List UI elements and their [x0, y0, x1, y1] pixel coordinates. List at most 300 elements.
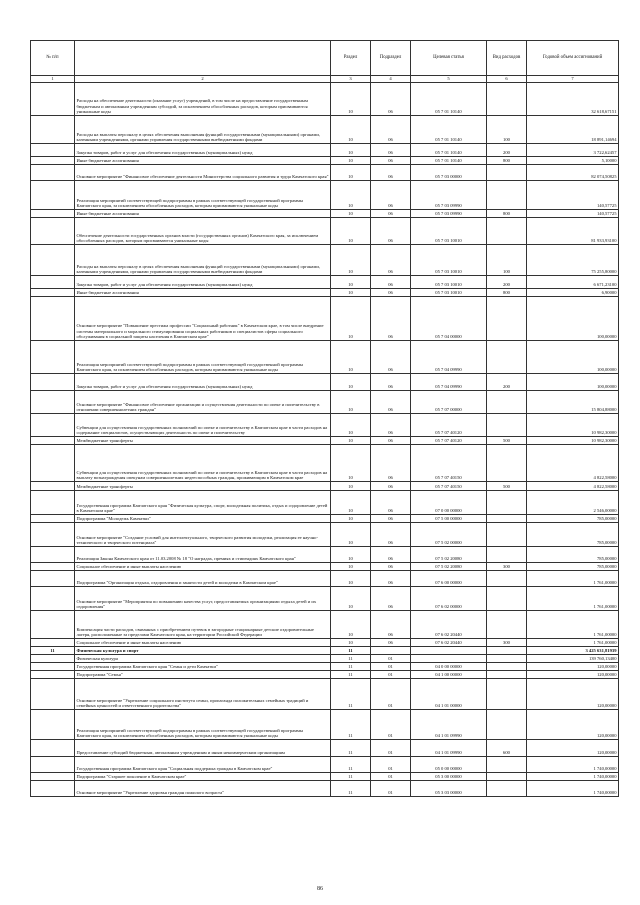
- row-number: [31, 276, 75, 289]
- row-number: [31, 679, 75, 710]
- row-expense-type: 100: [487, 245, 527, 276]
- row-amount: 6 671,23100: [527, 276, 619, 289]
- row-target-article: 05 7 07 40120: [411, 414, 487, 437]
- row-expense-type: 500: [487, 437, 527, 445]
- row-expense-type: [487, 710, 527, 740]
- row-podrazdel: 06: [371, 289, 411, 297]
- row-expense-type: 500: [487, 482, 527, 491]
- row-number: [31, 547, 75, 563]
- row-podrazdel: 06: [371, 83, 411, 116]
- row-razdel: 10: [331, 245, 371, 276]
- column-number: 1: [31, 76, 75, 83]
- row-amount: 140,57725: [527, 210, 619, 218]
- row-number: 11: [31, 647, 75, 655]
- row-number: [31, 611, 75, 639]
- row-name: Подпрограмма "Организация отдыха, оздоровления и занятости детей и молодежи в Камчатском крае": [75, 571, 331, 587]
- row-razdel: 10: [331, 165, 371, 181]
- row-amount: 120,00000: [527, 710, 619, 740]
- row-podrazdel: 06: [371, 587, 411, 611]
- row-name: Межбюджетные трансферты: [75, 482, 331, 491]
- row-amount: 100,00000: [527, 374, 619, 391]
- row-target-article: 05 7 04 09990: [411, 341, 487, 374]
- row-amount: 785,00000: [527, 515, 619, 523]
- row-number: [31, 157, 75, 165]
- row-number: [31, 740, 75, 757]
- budget-table: [30, 40, 619, 797]
- row-expense-type: [487, 523, 527, 547]
- row-name: Основное мероприятие "Укрепление социального института семьи, пропаганда положительных семейных традиций и семейных ценностей и ответственного родительства": [75, 679, 331, 710]
- row-amount: 1 740,00000: [527, 757, 619, 773]
- row-name: Основное мероприятие "Мероприятия по повышению качества услуг, предоставляемых организациями отдыха детей и их оздоровления": [75, 587, 331, 611]
- row-number: [31, 482, 75, 491]
- table-header-row: [31, 41, 619, 76]
- row-amount: 120,00000: [527, 671, 619, 679]
- row-amount: 100,00000: [527, 297, 619, 341]
- row-name: Предоставление субсидий бюджетным, автономным учреждениям и иным некоммерческим организациям: [75, 740, 331, 757]
- table-row: [31, 547, 619, 563]
- row-amount: 100,00000: [527, 341, 619, 374]
- row-name: Государственная программа Камчатского края "Физическая культура, спорт, молодежная политика, отдых и оздоровление детей в Камчатском крае": [75, 491, 331, 515]
- row-expense-type: [487, 83, 527, 116]
- row-number: [31, 289, 75, 297]
- row-podrazdel: 06: [371, 491, 411, 515]
- row-target-article: 05 7 03 10010: [411, 289, 487, 297]
- row-target-article: 07 5 00 00000: [411, 515, 487, 523]
- row-podrazdel: 06: [371, 445, 411, 482]
- row-expense-type: [487, 445, 527, 482]
- row-podrazdel: 06: [371, 611, 411, 639]
- row-expense-type: [487, 391, 527, 414]
- row-number: [31, 210, 75, 218]
- row-target-article: 05 7 01 10140: [411, 144, 487, 157]
- column-number: 4: [371, 76, 411, 83]
- row-name: Закупка товаров, работ и услуг для обеспечения государственных (муниципальных) нужд: [75, 374, 331, 391]
- row-amount: 785,00000: [527, 547, 619, 563]
- column-number: 3: [331, 76, 371, 83]
- row-target-article: 07 6 02 00000: [411, 587, 487, 611]
- header-annual-amount: Годовой объем ассигнований: [527, 41, 619, 76]
- row-razdel: 11: [331, 647, 371, 655]
- row-razdel: 10: [331, 210, 371, 218]
- row-expense-type: [487, 647, 527, 655]
- row-amount: 1 740,00000: [527, 773, 619, 781]
- row-podrazdel: 06: [371, 181, 411, 210]
- row-target-article: 05 7 01 10140: [411, 83, 487, 116]
- row-podrazdel: 06: [371, 116, 411, 144]
- row-number: [31, 515, 75, 523]
- row-number: [31, 374, 75, 391]
- row-podrazdel: 06: [371, 210, 411, 218]
- row-target-article: 05 7 03 10010: [411, 276, 487, 289]
- row-razdel: 10: [331, 639, 371, 647]
- row-target-article: 07 5 02 00000: [411, 523, 487, 547]
- row-razdel: 11: [331, 671, 371, 679]
- row-razdel: 11: [331, 781, 371, 797]
- row-podrazdel: 06: [371, 639, 411, 647]
- row-target-article: [411, 647, 487, 655]
- row-number: [31, 341, 75, 374]
- row-podrazdel: 06: [371, 515, 411, 523]
- table-row: [31, 740, 619, 757]
- table-row: [31, 757, 619, 773]
- table-row: [31, 165, 619, 181]
- row-name: Подпрограмма "Старшее поколение в Камчатском крае": [75, 773, 331, 781]
- row-expense-type: [487, 773, 527, 781]
- row-name: Социальное обеспечение и иные выплаты населению: [75, 639, 331, 647]
- row-podrazdel: 06: [371, 414, 411, 437]
- row-amount: 139 760,13400: [527, 655, 619, 663]
- row-razdel: 10: [331, 289, 371, 297]
- row-amount: 82 074,50825: [527, 165, 619, 181]
- row-target-article: 04 1 01 09990: [411, 710, 487, 740]
- row-target-article: 04 1 00 00000: [411, 671, 487, 679]
- header-podrazdel: Подраздел: [371, 41, 411, 76]
- column-number: 7: [527, 76, 619, 83]
- row-razdel: 11: [331, 710, 371, 740]
- row-name: Компенсация части расходов, связанных с приобретением путевок в загородные стационарные детские оздоровительные лагеря, расположенные за пределами Камчатского края, на территории Российской Федерации: [75, 611, 331, 639]
- row-name: Подпрограмма "Молодежь Камчатки": [75, 515, 331, 523]
- row-expense-type: [487, 655, 527, 663]
- row-podrazdel: 01: [371, 757, 411, 773]
- row-razdel: 11: [331, 663, 371, 671]
- row-number: [31, 523, 75, 547]
- row-expense-type: 300: [487, 639, 527, 647]
- row-number: [31, 773, 75, 781]
- row-expense-type: [487, 571, 527, 587]
- row-razdel: 10: [331, 297, 371, 341]
- row-target-article: 07 5 02 20080: [411, 547, 487, 563]
- table-row: [31, 210, 619, 218]
- table-row: [31, 414, 619, 437]
- table-row: [31, 563, 619, 571]
- row-name: Субвенции для осуществления государственных полномочий по опеке и попечительству в Камчатском крае в части расходов на выплату вознаграждения опекунам совершеннолетних недееспособных граждан, проживающим в Камчатском крае: [75, 445, 331, 482]
- row-amount: 1 761,00000: [527, 639, 619, 647]
- row-number: [31, 671, 75, 679]
- row-number: [31, 218, 75, 245]
- row-expense-type: [487, 757, 527, 773]
- header-expense-type: Вид расходов: [487, 41, 527, 76]
- table-row: [31, 83, 619, 116]
- row-expense-type: [487, 611, 527, 639]
- row-target-article: 05 7 04 00000: [411, 297, 487, 341]
- row-podrazdel: 06: [371, 144, 411, 157]
- row-name: Основное мероприятие "Финансовое обеспечение деятельности Министерства социального развития и труда Камчатского края": [75, 165, 331, 181]
- row-target-article: 07 5 02 20080: [411, 563, 487, 571]
- row-podrazdel: 06: [371, 341, 411, 374]
- row-podrazdel: 01: [371, 740, 411, 757]
- column-number: 2: [75, 76, 331, 83]
- table-row: [31, 374, 619, 391]
- row-expense-type: 200: [487, 144, 527, 157]
- row-expense-type: 600: [487, 740, 527, 757]
- row-target-article: 05 3 00 00000: [411, 773, 487, 781]
- row-expense-type: [487, 547, 527, 563]
- table-row: [31, 647, 619, 655]
- row-amount: 4 822,58000: [527, 482, 619, 491]
- row-expense-type: [487, 587, 527, 611]
- row-target-article: 05 7 03 00000: [411, 165, 487, 181]
- row-amount: 2 546,00000: [527, 491, 619, 515]
- table-row: [31, 297, 619, 341]
- row-name: Реализация мероприятий соответствующей подпрограммы в рамках соответствующей государственной программы Камчатского края, за исключением обособленных расходов, которым присваиваются уникальные коды: [75, 181, 331, 210]
- row-target-article: [411, 655, 487, 663]
- row-razdel: 11: [331, 655, 371, 663]
- table-row: [31, 482, 619, 491]
- header-target-article: Целевая статья: [411, 41, 487, 76]
- row-number: [31, 414, 75, 437]
- row-number: [31, 563, 75, 571]
- row-amount: 32 618,67151: [527, 83, 619, 116]
- row-razdel: 10: [331, 587, 371, 611]
- row-podrazdel: 06: [371, 523, 411, 547]
- header-name: [75, 41, 331, 76]
- table-row: [31, 611, 619, 639]
- table-row: [31, 587, 619, 611]
- row-number: [31, 655, 75, 663]
- row-podrazdel: 06: [371, 563, 411, 571]
- row-podrazdel: [371, 647, 411, 655]
- row-target-article: 05 7 03 09990: [411, 181, 487, 210]
- row-razdel: 10: [331, 374, 371, 391]
- row-target-article: 05 7 04 09990: [411, 374, 487, 391]
- row-number: [31, 181, 75, 210]
- row-name: Реализация мероприятий соответствующей подпрограммы в рамках соответствующей государственной программы Камчатского края, за исключением обособленных расходов, которым присваиваются уникальные коды: [75, 341, 331, 374]
- header-number: № п/п: [31, 41, 75, 76]
- table-row: [31, 218, 619, 245]
- row-podrazdel: 01: [371, 773, 411, 781]
- row-amount: 4 822,58000: [527, 445, 619, 482]
- row-number: [31, 297, 75, 341]
- row-expense-type: [487, 218, 527, 245]
- row-target-article: 05 3 03 00000: [411, 781, 487, 797]
- row-expense-type: [487, 781, 527, 797]
- row-number: [31, 245, 75, 276]
- row-name: Расходы на обеспечение деятельности (оказание услуг) учреждений, в том числе на предоставление государственным бюджетным и автономным учреждениям субсидий, за исключением обособленных расходов, которым присваиваются уникальные коды: [75, 83, 331, 116]
- row-name: Основное мероприятие "Укрепление здоровья граждан пожилого возраста": [75, 781, 331, 797]
- row-name: Основное мероприятие "Финансовое обеспечение организации и осуществления деятельности по опеке и попечительству в отношении совершеннолетних граждан": [75, 391, 331, 414]
- table-row: [31, 679, 619, 710]
- table-row: [31, 773, 619, 781]
- row-expense-type: 200: [487, 374, 527, 391]
- row-target-article: 05 7 03 10010: [411, 245, 487, 276]
- row-amount: 81 933,93100: [527, 218, 619, 245]
- row-name: Социальное обеспечение и иные выплаты населению: [75, 563, 331, 571]
- row-podrazdel: 01: [371, 671, 411, 679]
- row-name: Расходы на выплаты персоналу в целях обеспечения выполнения функций государственными (муниципальными) органами, казенными учреждениями, органами управления государственными внебюджетными фондами: [75, 116, 331, 144]
- row-target-article: 07 6 00 00000: [411, 571, 487, 587]
- row-target-article: 05 7 07 40150: [411, 482, 487, 491]
- row-podrazdel: 01: [371, 655, 411, 663]
- row-expense-type: [487, 671, 527, 679]
- row-name: Реализация мероприятий соответствующей подпрограммы в рамках соответствующей государственной программы Камчатского края, за исключением обособленных расходов, которым присваиваются уникальные коды: [75, 710, 331, 740]
- row-razdel: 10: [331, 391, 371, 414]
- row-podrazdel: 01: [371, 679, 411, 710]
- row-podrazdel: 06: [371, 157, 411, 165]
- row-name: Иные бюджетные ассигнования: [75, 289, 331, 297]
- row-amount: 785,00000: [527, 523, 619, 547]
- row-razdel: 10: [331, 157, 371, 165]
- table-row: [31, 437, 619, 445]
- table-row: [31, 655, 619, 663]
- table-row: [31, 639, 619, 647]
- row-expense-type: [487, 679, 527, 710]
- row-name: Основное мероприятие "Создание условий для интеллектуального, творческого развития молодежи, реализация ее научно-технического и творческого потенциала": [75, 523, 331, 547]
- row-name: Государственная программа Камчатского края "Семья и дети Камчатки": [75, 663, 331, 671]
- row-name: Субвенции для осуществления государственных полномочий по опеке и попечительству в Камчатском крае в части расходов на содержание специалистов, осуществляющих деятельность по опеке и попечительству: [75, 414, 331, 437]
- row-razdel: 10: [331, 482, 371, 491]
- row-name: Закупка товаров, работ и услуг для обеспечения государственных (муниципальных) нужд: [75, 276, 331, 289]
- row-podrazdel: 06: [371, 437, 411, 445]
- row-expense-type: [487, 341, 527, 374]
- row-podrazdel: 06: [371, 571, 411, 587]
- row-amount: 1 740,00000: [527, 781, 619, 797]
- page-number: 86: [317, 886, 323, 892]
- row-amount: 120,00000: [527, 740, 619, 757]
- row-expense-type: [487, 165, 527, 181]
- row-target-article: 04 1 01 09990: [411, 740, 487, 757]
- table-row: [31, 445, 619, 482]
- row-number: [31, 639, 75, 647]
- row-razdel: 10: [331, 515, 371, 523]
- row-amount: 5,10000: [527, 157, 619, 165]
- row-name: Реализация Закона Камчатского края от 11.03.2008 № 18 "О наградах, премиях и стипендиях Камчатского края": [75, 547, 331, 563]
- row-razdel: 10: [331, 144, 371, 157]
- row-podrazdel: 06: [371, 276, 411, 289]
- table-row: [31, 571, 619, 587]
- row-expense-type: 800: [487, 210, 527, 218]
- row-expense-type: [487, 297, 527, 341]
- row-razdel: 10: [331, 116, 371, 144]
- row-razdel: 10: [331, 445, 371, 482]
- row-number: [31, 445, 75, 482]
- row-razdel: 11: [331, 740, 371, 757]
- row-razdel: 11: [331, 679, 371, 710]
- row-razdel: 10: [331, 341, 371, 374]
- row-number: [31, 757, 75, 773]
- table-row: [31, 491, 619, 515]
- row-razdel: 11: [331, 757, 371, 773]
- header-razdel: Раздел: [331, 41, 371, 76]
- row-number: [31, 437, 75, 445]
- row-name: Иные бюджетные ассигнования: [75, 210, 331, 218]
- row-expense-type: [487, 414, 527, 437]
- row-number: [31, 491, 75, 515]
- row-razdel: 10: [331, 83, 371, 116]
- table-row: [31, 710, 619, 740]
- table-row: [31, 671, 619, 679]
- row-razdel: 10: [331, 491, 371, 515]
- row-target-article: 05 7 07 40120: [411, 437, 487, 445]
- row-target-article: 05 7 01 10140: [411, 116, 487, 144]
- row-number: [31, 165, 75, 181]
- row-target-article: 05 7 03 09990: [411, 210, 487, 218]
- row-podrazdel: 06: [371, 391, 411, 414]
- budget-table-page: [30, 40, 618, 797]
- row-name: Расходы на выплаты персоналу в целях обеспечения выполнения функций государственными (муниципальными) органами, казенными учреждениями, органами управления государственными внебюджетными фондами: [75, 245, 331, 276]
- row-amount: 10 982,30000: [527, 414, 619, 437]
- row-target-article: 05 0 00 00000: [411, 757, 487, 773]
- row-expense-type: 100: [487, 116, 527, 144]
- row-expense-type: 300: [487, 563, 527, 571]
- row-name: Обеспечение деятельности государственных органов власти (государственных органов) Камчатского края, за исключением обособленных расходов, которым присваиваются уникальные коды: [75, 218, 331, 245]
- row-name: Подпрограмма "Семья": [75, 671, 331, 679]
- row-expense-type: 800: [487, 157, 527, 165]
- row-target-article: 05 7 03 10010: [411, 218, 487, 245]
- row-expense-type: 200: [487, 276, 527, 289]
- row-razdel: 10: [331, 276, 371, 289]
- row-razdel: 10: [331, 563, 371, 571]
- row-podrazdel: 06: [371, 297, 411, 341]
- row-amount: 15 804,88000: [527, 391, 619, 414]
- table-row: [31, 157, 619, 165]
- row-number: [31, 391, 75, 414]
- row-amount: 785,00000: [527, 563, 619, 571]
- table-row: [31, 144, 619, 157]
- row-amount: 120,00000: [527, 679, 619, 710]
- table-row: [31, 116, 619, 144]
- row-podrazdel: 01: [371, 781, 411, 797]
- row-target-article: 05 7 01 10140: [411, 157, 487, 165]
- row-number: [31, 710, 75, 740]
- row-podrazdel: 06: [371, 547, 411, 563]
- row-expense-type: [487, 491, 527, 515]
- row-amount: 10 982,30000: [527, 437, 619, 445]
- row-amount: 120,00000: [527, 663, 619, 671]
- row-number: [31, 83, 75, 116]
- row-amount: 1 761,00000: [527, 587, 619, 611]
- row-amount: 3 722,62457: [527, 144, 619, 157]
- row-podrazdel: 06: [371, 218, 411, 245]
- column-number: 5: [411, 76, 487, 83]
- row-name: Физическая культура и спорт: [75, 647, 331, 655]
- row-razdel: 10: [331, 547, 371, 563]
- row-razdel: 10: [331, 571, 371, 587]
- row-target-article: 07 0 00 00000: [411, 491, 487, 515]
- row-amount: 1 761,00000: [527, 611, 619, 639]
- row-podrazdel: 01: [371, 710, 411, 740]
- row-razdel: 10: [331, 437, 371, 445]
- row-name: Физическая культура: [75, 655, 331, 663]
- table-row: [31, 181, 619, 210]
- row-target-article: 07 6 02 20440: [411, 639, 487, 647]
- row-number: [31, 781, 75, 797]
- row-razdel: 10: [331, 611, 371, 639]
- table-row: [31, 245, 619, 276]
- row-podrazdel: 06: [371, 165, 411, 181]
- row-name: Иные бюджетные ассигнования: [75, 157, 331, 165]
- table-row: [31, 289, 619, 297]
- row-target-article: 04 1 01 00000: [411, 679, 487, 710]
- row-podrazdel: 06: [371, 245, 411, 276]
- table-row: [31, 523, 619, 547]
- row-amount: 6,90000: [527, 289, 619, 297]
- row-expense-type: [487, 515, 527, 523]
- row-razdel: 10: [331, 523, 371, 547]
- row-name: Межбюджетные трансферты: [75, 437, 331, 445]
- row-expense-type: [487, 663, 527, 671]
- row-number: [31, 144, 75, 157]
- table-row: [31, 515, 619, 523]
- row-name: Основное мероприятие "Повышение престижа профессии "Социальный работник" в Камчатском крае, в том числе внедрение системы материального и морального стимулирования социальных работников и специалистов сферы социального обслуживания в социальной защиты населения в Камчатском крае": [75, 297, 331, 341]
- column-number-row: [31, 76, 619, 83]
- row-podrazdel: 01: [371, 663, 411, 671]
- row-amount: 140,57725: [527, 181, 619, 210]
- row-amount: 3 425 631,81939: [527, 647, 619, 655]
- table-row: [31, 341, 619, 374]
- row-target-article: 04 0 00 00000: [411, 663, 487, 671]
- row-number: [31, 663, 75, 671]
- table-row: [31, 781, 619, 797]
